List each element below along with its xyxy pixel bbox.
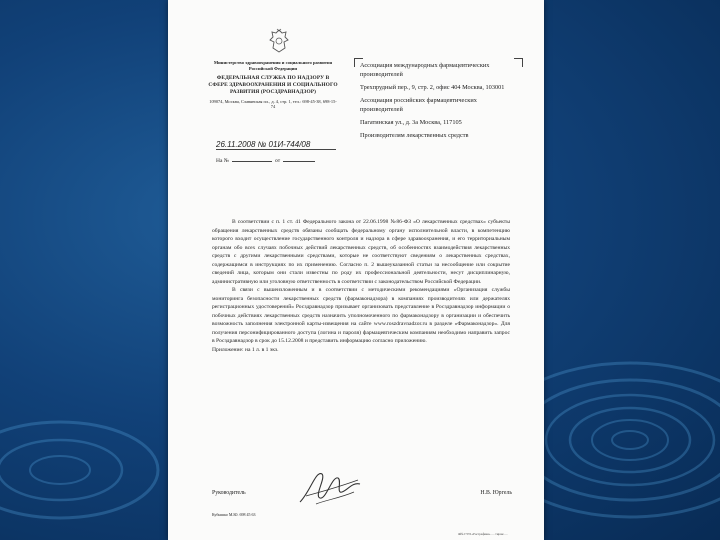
registration-number (216, 140, 310, 149)
recipient-line: Трехпрудный пер., 9, стр. 2, офис 404 Москва, 103001 (360, 83, 505, 91)
letter-body (212, 218, 510, 354)
coat-of-arms-icon (268, 28, 290, 54)
handwritten-signature (296, 462, 366, 510)
recipient-line: Пагатинская ул., д. 3а Москва, 117105 (360, 118, 462, 126)
recipient-line: Ассоциация российских фармацевтических производителей (360, 96, 477, 113)
executor-note: Кубышко М.Ю. 698 45 63 (212, 512, 256, 517)
reference-line (216, 158, 315, 164)
print-stamp: Ф№ ГУП «Росграфика» … тираж … (458, 532, 508, 536)
registration-handwritten: 26.11.2008 № 01И-744/08 (216, 140, 311, 149)
recipient-line: Производителям лекарственных средств (360, 131, 469, 139)
body-paragraph-2: В связи с вышеизложенным и в соответствии с методическими рекомендациями «Организация службы мониторинга безопасности лекарственных средств (фармаконадзора) в компаниях производителях или держателях регистрационных удостоверений» Росздравнадзор призывает организовать представление в Росздравнадзор информации о побочных действиях лекарственных средств назначить уполномоченного по фармаконадзору в организации и обеспечить возможность заполнения электронной карты-извещения на сайте www.roszdravnadzor.ru в разделе «Фармаконадзор». Для получения персонифицированного доступа (логина и пароля) фармацевтическим компаниям необходимо направить запрос в Росздравнадзор в срок до 15.12.2008 и представить информацию согласно приложению. (212, 287, 510, 344)
signature-row (212, 490, 512, 502)
recipient-line: Ассоциация международных фармацевтических производителей (360, 62, 490, 78)
reference-from: от (275, 158, 281, 164)
signatory-name: Н.В. Юргель (480, 490, 512, 496)
body-paragraph-1: В соответствии с п. 1 ст. 41 Федерального закона от 22.06.1998 №86-ФЗ «О лекарственных средствах» субъекты обращения лекарственных средств обязаны сообщать федеральному органу исполнительной власти, в компетенцию которого входит осуществление государственного контроля и надзора в сфере здравоохранения, и его территориальным органам обо всех случаях побочных действий лекарственных средств, об особенностях взаимодействия лекарственных средств с другими лекарственными средствами, которые не соответствуют сведениям о лекарственных средствах, содержащимся в инструкциях по их применению. Согласно п. 2 вышеуказанной статьи за несообщение или сокрытие сведений лица, которым они стали известны по роду их профессиональной деятельности, несут дисциплинарную, административную или уголовную ответственность в соответствии с законодательством Российской Федерации. (212, 219, 510, 285)
recipients-block (360, 62, 520, 145)
reference-prefix: На № (216, 158, 230, 164)
letter-page (168, 0, 544, 540)
ministry-name: Министерство здравоохранения и социального развития Российской Федерации (213, 60, 333, 71)
sender-block (208, 60, 338, 110)
attachment-note: Приложение: на 1 л. в 1 экз. (212, 346, 279, 353)
agency-name: ФЕДЕРАЛЬНАЯ СЛУЖБА ПО НАДЗОРУ В СФЕРЕ ЗДРАВООХРАНЕНИЯ И СОЦИАЛЬНОГО РАЗВИТИЯ (РОСЗДРАВНАДЗОР) (208, 75, 338, 95)
signatory-role: Руководитель (212, 490, 246, 496)
sender-address: 109074, Москва, Славянская пл., д. 4, стр. 1, тел.: 698-45-38, 698-15-74 (209, 98, 337, 110)
